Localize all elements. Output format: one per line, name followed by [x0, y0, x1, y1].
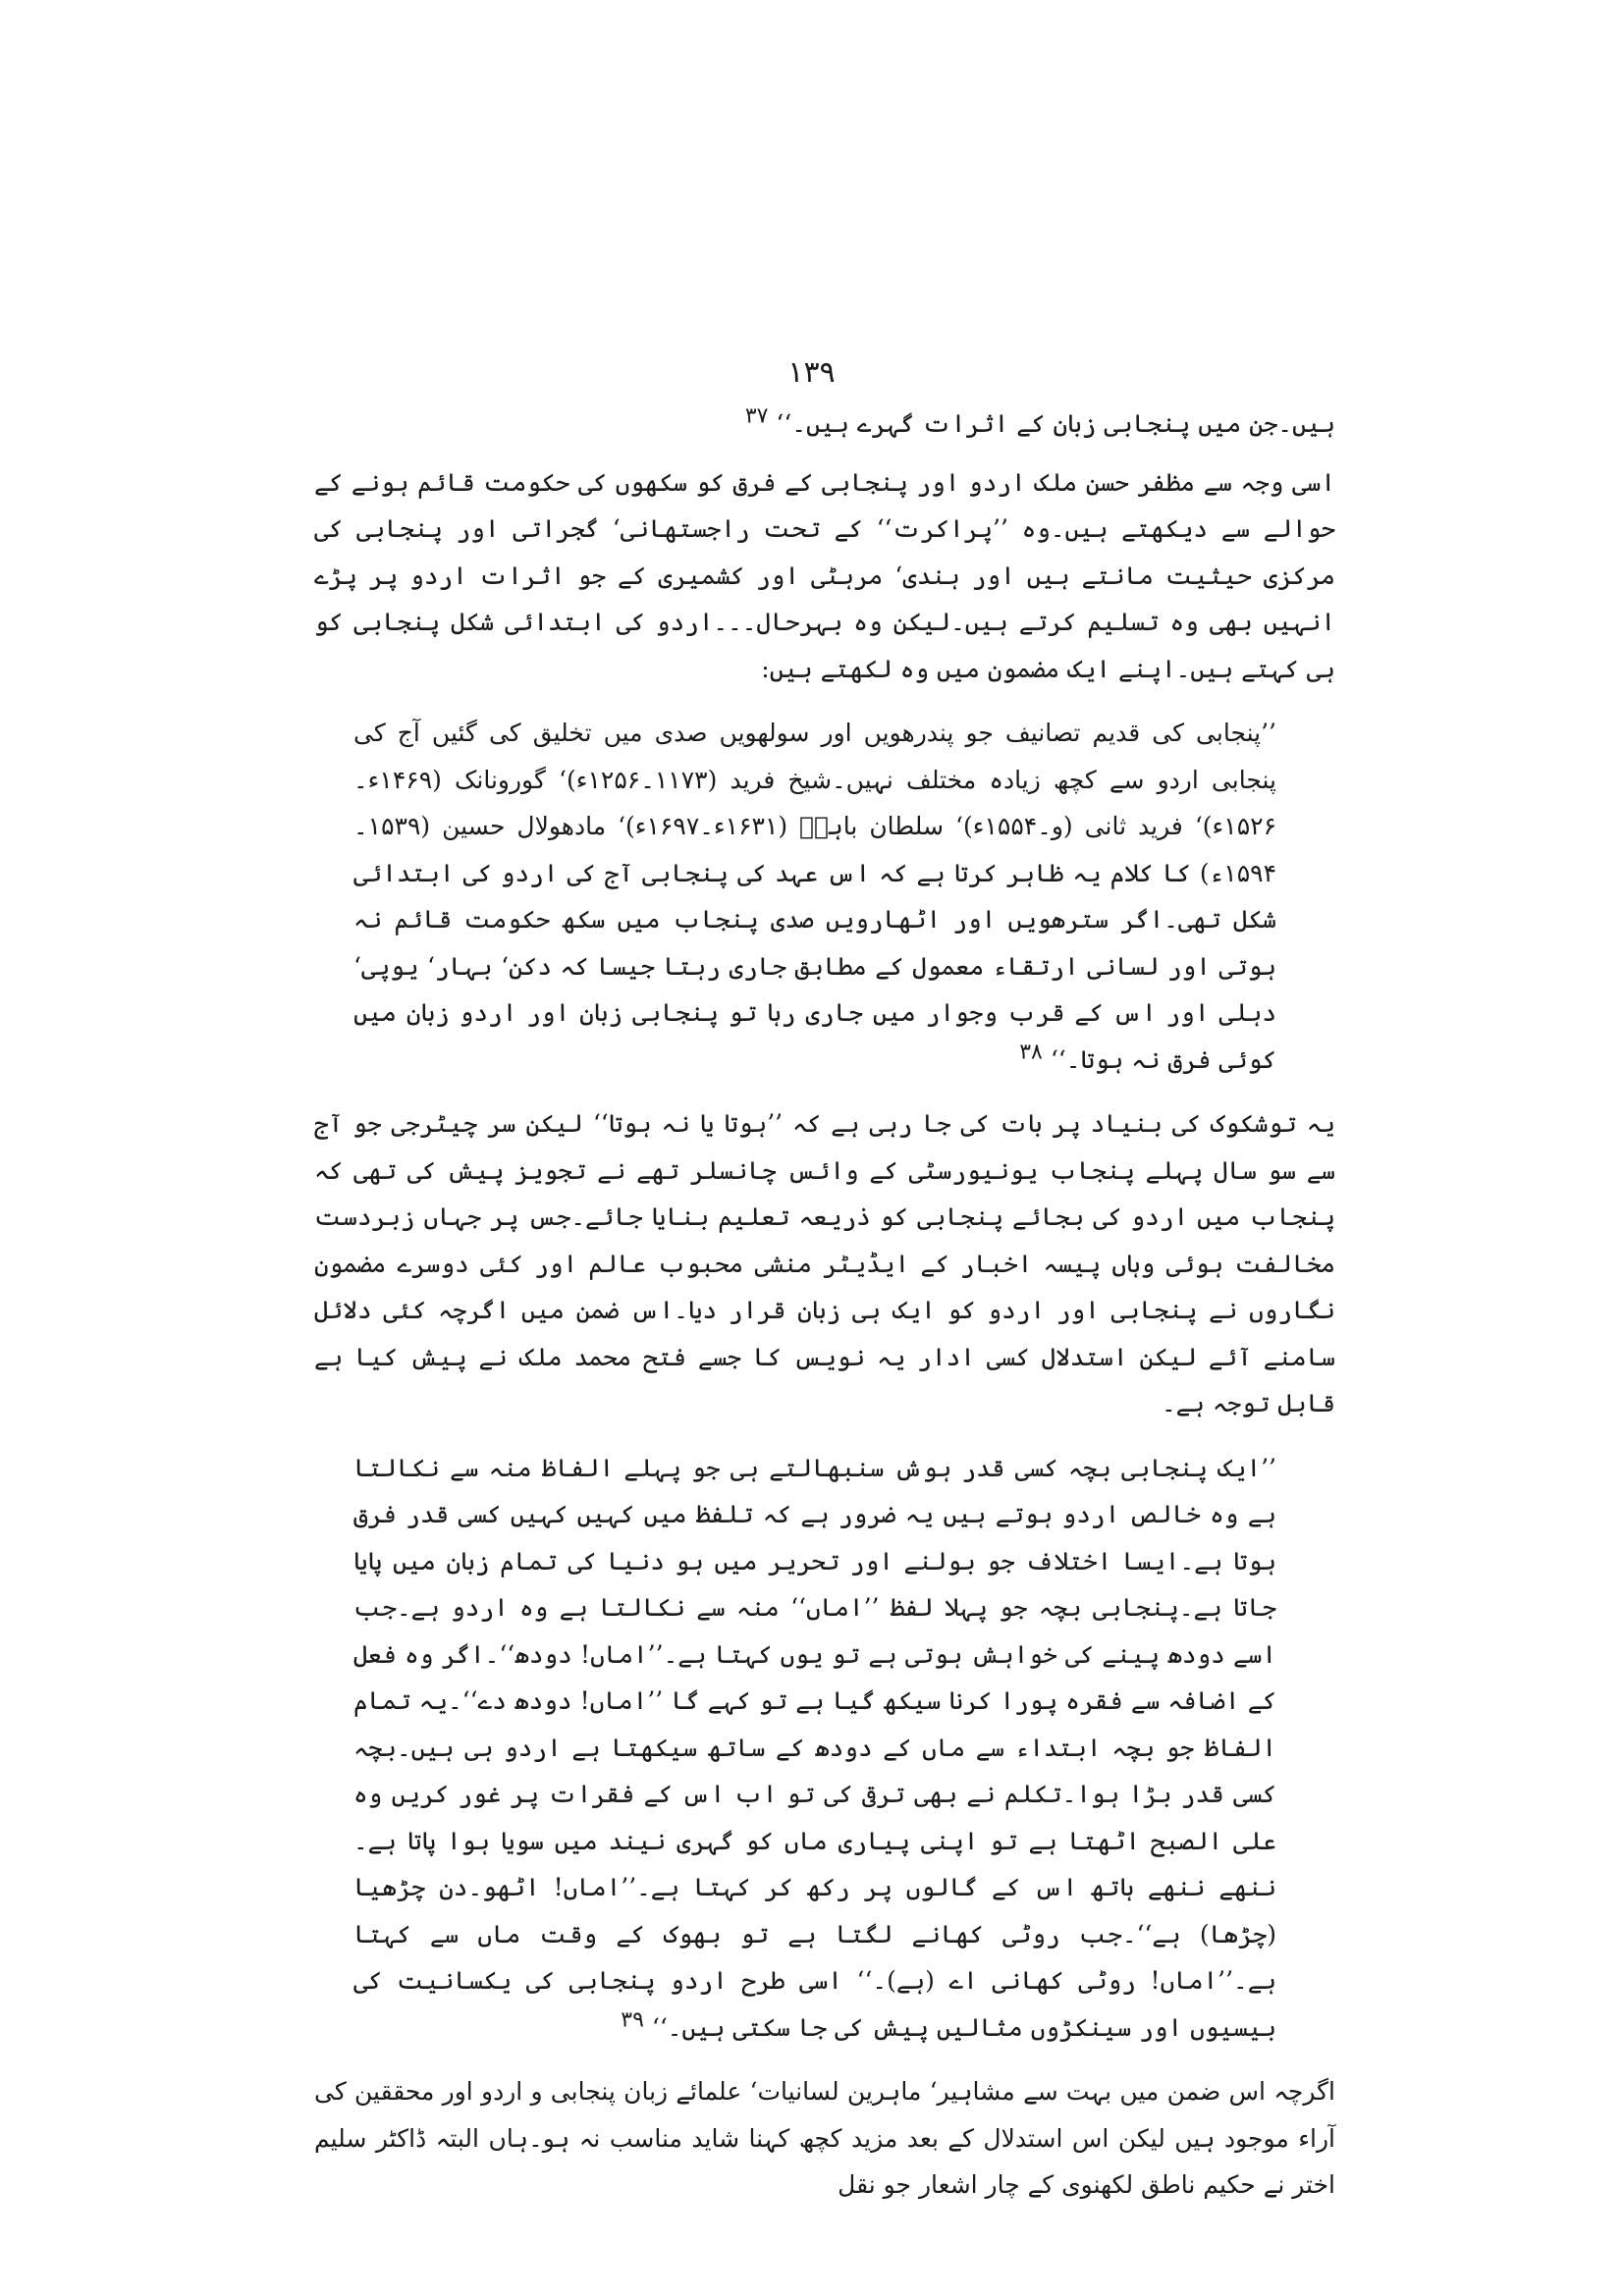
paragraph-closing: اگرچہ اس ضمن میں بہت سے مشاہیر‘ ماہرین لسانیات‘ علمائے زبان پنجابی و اردو اور محققین کی آراء موجود ہیں لیکن اس استدلال کے بعد مزید کچھ کہنا شاید مناسب نہ ہو۔ہاں البتہ ڈاکٹر سلیم اختر نے حکیم ناطق لکھنوی کے چار اشعار جو نقل: [314, 2077, 1335, 2199]
footnote-ref-38: ۳۸: [1019, 1040, 1043, 1065]
footnote-ref-37: ۳۷: [744, 403, 769, 429]
paragraph-opening: [314, 400, 1335, 448]
block-quote-punjabi-classics: [353, 710, 1276, 1083]
paragraph-chatterjee-proposal: یہ توشکوک کی بنیاد پر بات کی جا رہی ہے کہ ’’ہوتا یا نہ ہوتا‘‘ لیکن سر چیٹرجی جو آج سے سو سال پہلے پنجاب یونیورسٹی کے وائس چانسلر تھے نے تجویز پیش کی تھی کہ پنجاب میں اردو کی بجائے پنجابی کو ذریعہ تعلیم بنایا جائے۔جس پر جہاں زبردست مخالفت ہوئی وہاں پیسہ اخبار کے ایڈیٹر منشی محبوب عالم اور کئی دوسرے مضمون نگاروں نے پنجابی اور اردو کو ایک ہی زبان قرار دیا۔اس ضمن میں اگرچہ کئی دلائل سامنے آئے لیکن استدلال کسی ادار یہ نویس کا جسے فتح محمد ملک نے پیش کیا ہے قابل توجہ ہے۔: [314, 1109, 1335, 1417]
paragraph-opening-text: ہیں۔جن میں پنجابی زبان کے اثرات گہرے ہیں۔‘‘: [776, 409, 1335, 438]
block-quote-punjabi-child: [353, 1445, 1276, 2052]
page-body: [314, 393, 1335, 2209]
block-quote-punjabi-classics-text: ’’پنجابی کی قدیم تصانیف جو پندرھویں اور سولھویں صدی میں تخلیق کی گئیں آج کی پنجابی اردو سے کچھ زیادہ مختلف نہیں۔شیخ فرید (۱۱۷۳۔۱۲۵۶ء)‘ گورونانک (۱۴۶۹ء۔۱۵۲۶ء)‘ فرید ثانی (و۔۱۵۵۴ء)‘ سلطان باہوؒ (۱۶۳۱ء۔۱۶۹۷ء)‘ مادھولال حسین (۱۵۳۹۔۱۵۹۴ء) کا کلام یہ ظاہر کرتا ہے کہ اس عہد کی پنجابی آج کی اردو کی ابتدائی شکل تھی۔اگر سترھویں اور اٹھارویں صدی پنجاب میں سکھ حکومت قائم نہ ہوتی اور لسانی ارتقاء معمول کے مطابق جاری رہتا جیسا کہ دکن‘ بہار‘ یوپی‘ دہلی اور اس کے قرب وجوار میں جاری رہا تو پنجابی زبان اور اردو زبان میں کوئی فرق نہ ہوتا۔‘‘: [353, 719, 1276, 1074]
footnote-ref-39: ۳۹: [621, 2007, 644, 2033]
page-number: ۱۳۹: [787, 355, 836, 390]
block-quote-punjabi-child-text: ’’ایک پنجابی بچہ کسی قدر ہوش سنبھالتے ہی جو پہلے الفاظ منہ سے نکالتا ہے وہ خالص اردو ہوتے ہیں یہ ضرور ہے کہ تلفظ میں کہیں کہیں کسی قدر فرق ہوتا ہے۔ایسا اختلاف جو بولنے اور تحریر میں ہو دنیا کی تمام زبان میں پایا جاتا ہے۔پنجابی بچہ جو پہلا لفظ ’’اماں‘‘ منہ سے نکالتا ہے وہ اردو ہے۔جب اسے دودھ پینے کی خواہش ہوتی ہے تو یوں کہتا ہے۔’’اماں! دودھ‘‘۔اگر وہ فعل کے اضافہ سے فقرہ پورا کرنا سیکھ گیا ہے تو کہے گا ’’اماں! دودھ دے‘‘۔یہ تمام الفاظ جو بچہ ابتداء سے ماں کے دودھ کے ساتھ سیکھتا ہے اردو ہی ہیں۔بچہ کسی قدر بڑا ہوا۔تکلم نے بھی ترقی کی تو اب اس کے فقرات پر غور کریں وہ علی الصبح اٹھتا ہے تو اپنی پیاری ماں کو گہری نیند میں سویا ہوا پاتا ہے۔ننھے ننھے ہاتھ اس کے گالوں پر رکھ کر کہتا ہے۔’’اماں! اٹھو۔دن چڑھیا (چڑھا) ہے‘‘۔جب روٹی کھانے لگتا ہے تو بھوک کے وقت ماں سے کہتا ہے۔’’اماں! روٹی کھانی اے (ہے)۔‘‘ اسی طرح اردو پنجابی کی یکسانیت کی بیسیوں اور سینکڑوں مثالیں پیش کی جا سکتی ہیں۔‘‘: [353, 1453, 1276, 2042]
paragraph-muzaffar-hasan: اسی وجہ سے مظفر حسن ملک اردو اور پنجابی کے فرق کو سکھوں کی حکومت قائم ہونے کے حوالے سے دیکھتے ہیں۔وہ ’’پراکرت‘‘ کے تحت راجستھانی‘ گجراتی اور پنجابی کی مرکزی حیثیت مانتے ہیں اور ہندی‘ مرہٹی اور کشمیری کے جو اثرات اردو پر پڑے انہیں بھی وہ تسلیم کرتے ہیں۔لیکن وہ بہرحال۔۔۔اردو کی ابتدائی شکل پنجابی کو ہی کہتے ہیں۔اپنے ایک مضمون میں وہ لکھتے ہیں:: [314, 467, 1335, 683]
